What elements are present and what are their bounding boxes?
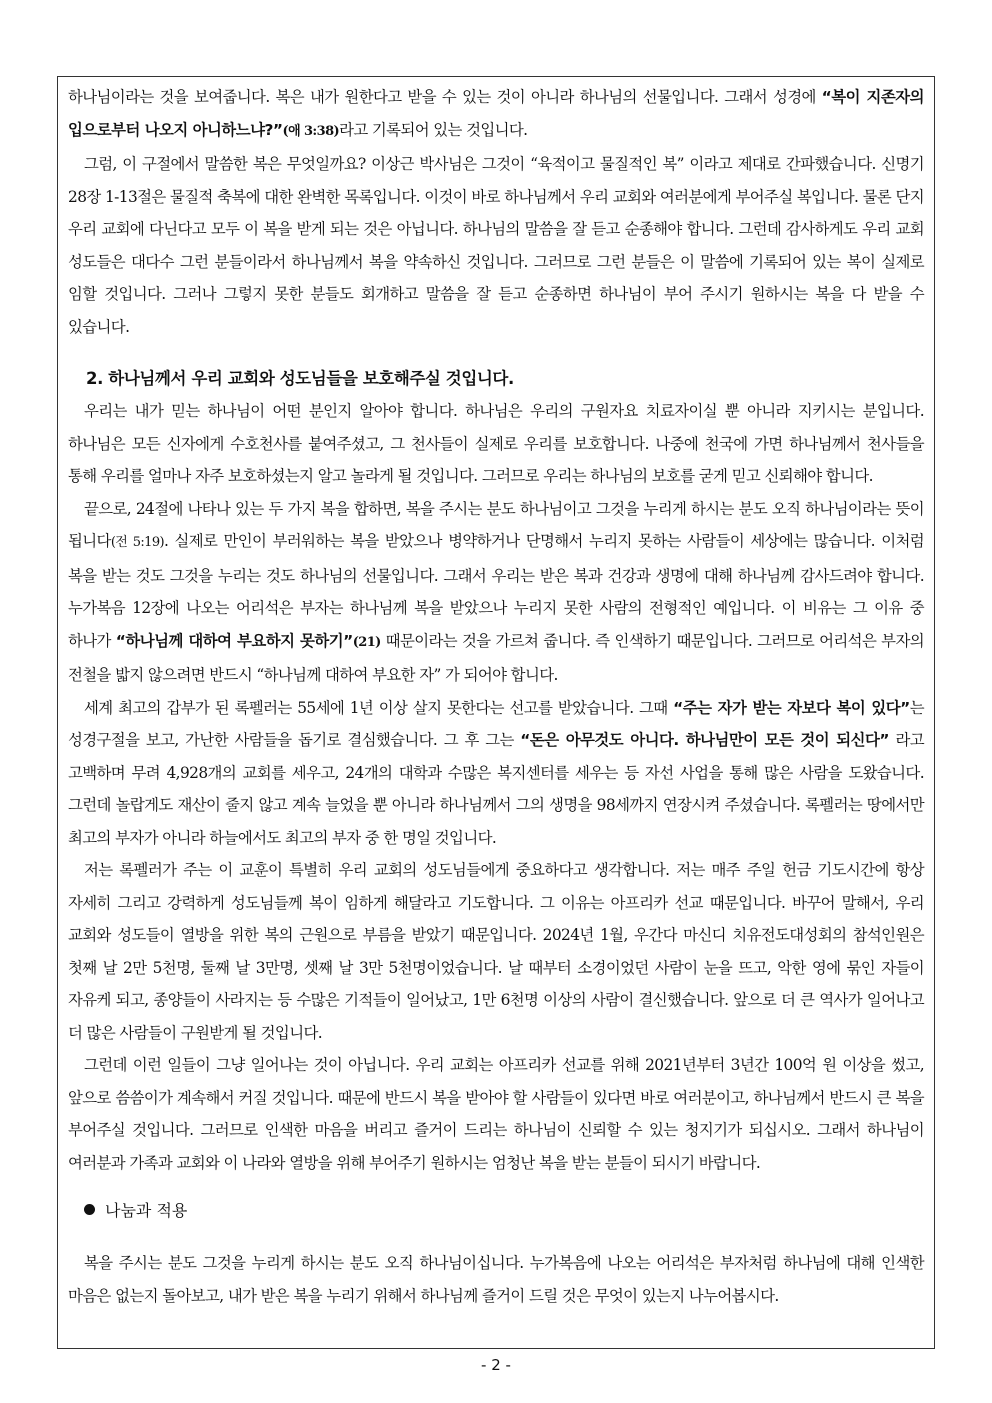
verse-reference: (21) (352, 634, 381, 650)
bold-quote: “하나님께 대하여 부요하지 못하기” (115, 631, 353, 650)
document-body (68, 81, 924, 1312)
paragraph-5 (68, 692, 924, 855)
text-segment: 때문이라는 것을 가르쳐 줍니다. 즉 인색하기 때문입니다. 그러므로 어리석은 부자의 전철을 밟지 않으려면 반드시 “하나님께 대하여 부요한 자” 가 되어야 합니다. (68, 631, 924, 684)
text-segment: 하나님이라는 것을 보여줍니다. 복은 내가 원한다고 받을 수 있는 것이 아니라 하나님의 선물입니다. 그래서 성경에 (68, 88, 822, 106)
section-heading: 2. 하나님께서 우리 교회와 성도님들을 보호해주실 것입니다. (86, 369, 514, 388)
paragraph-8: 복을 주시는 분도 그것을 누리게 하시는 분도 오직 하나님이십니다. 누가복음에 나오는 어리석은 부자처럼 하나님에 대해 인색한 마음은 없는지 돌아보고, 내가 받은 복을 누리기 위해서 하나님께 즐거이 드릴 것은 무엇이 있는지 나누어봅시다. (68, 1254, 924, 1305)
text-segment: 라고 고백하며 무려 4,928개의 교회를 세우고, 24개의 대학과 수많은 복지센터를 세우는 등 자선 사업을 통해 많은 사람을 도왔습니다. 그런데 놀랍게도 재산이 줄지 않고 계속 늘었을 뿐 아니라 하나님께서 그의 생명을 98세까지 연장시켜 주셨습니다. 록펠러는 땅에서만 최고의 부자가 아니라 하늘에서도 최고의 부자 중 한 명일 것입니다. (68, 731, 924, 847)
page-frame (57, 76, 935, 1349)
text-segment: 는 성경구절을 보고, 가난한 사람들을 돕기로 결심했습니다. 그 후 그는 (68, 698, 924, 749)
bold-quote: “주는 자가 받는 자보다 복이 있다” (673, 698, 910, 717)
bold-quote: “돈은 아무것도 아니다. 하나님만이 모든 것이 되신다” (520, 731, 889, 749)
text-segment: 세계 최고의 갑부가 된 록펠러는 55세에 1년 이상 살지 못한다는 선고를 받았습니다. 그때 (84, 698, 674, 717)
sharing-heading (68, 1195, 924, 1227)
text-segment: 라고 기록되어 있는 것입니다. (339, 120, 528, 139)
text-segment: 끝으로, 24절에 나타나 있는 두 가지 복을 합하면, 복을 주시는 분도 하나님이고 그것을 누리게 하시는 분도 오직 하나님이라는 뜻이 됩니다 (68, 499, 924, 550)
paragraph-7: 그런데 이런 일들이 그냥 일어나는 것이 아닙니다. 우리 교회는 아프리카 선교를 위해 2021년부터 3년간 100억 원 이상을 썼고, 앞으로 씀씀이가 계속해서 커질 것입니다. 때문에 반드시 복을 받아야 할 사람들이 있다면 바로 여러분이고, 하나님께서 반드시 큰 복을 부어주실 것입니다. 그러므로 인색한 마음을 버리고 즐거이 드리는 하나님이 신뢰할 수 있는 청지기가 되십시오. 그래서 하나님이 여러분과 가족과 교회와 이 나라와 열방을 위해 부어주기 원하시는 엄청난 복을 받는 분들이 되시기 바랍니다. (68, 1056, 924, 1172)
paragraph-6: 저는 록펠러가 주는 이 교훈이 특별히 우리 교회의 성도님들에게 중요하다고 생각합니다. 저는 매주 주일 헌금 기도시간에 항상 자세히 그리고 강력하게 성도님들께 복이 임하게 해달라고 기도합니다. 그 이유는 아프리카 선교 때문입니다. 바꾸어 말해서, 우리 교회와 성도들이 열방을 위한 복의 근원으로 부름을 받았기 때문입니다. 2024년 1월, 우간다 마신디 치유전도대성회의 참석인원은 첫째 날 2만 5천명, 둘째 날 3만명, 셋째 날 3만 5천명이었습니다. 날 때부터 소경이었던 사람이 눈을 뜨고, 악한 영에 묶인 자들이 자유케 되고, 종양들이 사라지는 등 수많은 기적들이 일어났고, 1만 6천명 이상의 사람이 결신했습니다. 앞으로 더 큰 역사가 일어나고 더 많은 사람들이 구원받게 될 것입니다. (68, 861, 924, 1042)
paragraph-1 (68, 81, 924, 148)
paragraph-4 (68, 493, 924, 692)
sharing-heading-label: 나눔과 적용 (105, 1201, 188, 1220)
scripture-reference: (애 3:38) (282, 123, 340, 139)
paragraph-3: 우리는 내가 믿는 하나님이 어떤 분인지 알아야 합니다. 하나님은 우리의 구원자요 치료자이실 뿐 아니라 지키시는 분입니다. 하나님은 모든 신자에게 수호천사를 붙여주셨고, 그 천사들이 실제로 우리를 보호합니다. 나중에 천국에 가면 하나님께서 천사들을 통해 우리를 얼마나 자주 보호하셨는지 알고 놀라게 될 것입니다. 그러므로 우리는 하나님의 보호를 굳게 믿고 신뢰해야 합니다. (68, 402, 924, 485)
bold-quote: “복이 지존자의 입으로부터 나오지 아니하느냐?” (68, 88, 924, 139)
page-number: - 2 - (481, 1356, 511, 1374)
bullet-icon (84, 1204, 95, 1215)
text-segment: . 실제로 만인이 부러워하는 복을 받았으나 병약하거나 단명해서 누리지 못하는 사람들이 세상에는 많습니다. 이처럼 복을 받는 것도 그것을 누리는 것도 하나님의 선물입니다. 그래서 우리는 받은 복과 건강과 생명에 대해 하나님께 감사드려야 합니다. 누가복음 12장에 나오는 어리석은 부자는 하나님께 복을 받았으나 누리지 못한 사람의 전형적인 예입니다. 이 비유는 그 이유 중 하나가 (68, 532, 924, 650)
scripture-reference: (전 5:19) (110, 535, 164, 550)
paragraph-2: 그럼, 이 구절에서 말씀한 복은 무엇일까요? 이상근 박사님은 그것이 “육적이고 물질적인 복” 이라고 제대로 간파했습니다. 신명기 28장 1-13절은 물질적 축복에 대한 완벽한 목록입니다. 이것이 바로 하나님께서 우리 교회와 여러분에게 부어주실 복입니다. 물론 단지 우리 교회에 다닌다고 모두 이 복을 받게 되는 것은 아닙니다. 하나님의 말씀을 잘 듣고 순종해야 합니다. 그런데 감사하게도 우리 교회 성도들은 대다수 그런 분들이라서 하나님께서 복을 약속하신 것입니다. 그러므로 그런 분들은 이 말씀에 기록되어 있는 복이 실제로 임할 것입니다. 그러나 그렇지 못한 분들도 회개하고 말씀을 잘 듣고 순종하면 하나님이 부어 주시기 원하시는 복을 다 받을 수 있습니다. (68, 155, 924, 336)
